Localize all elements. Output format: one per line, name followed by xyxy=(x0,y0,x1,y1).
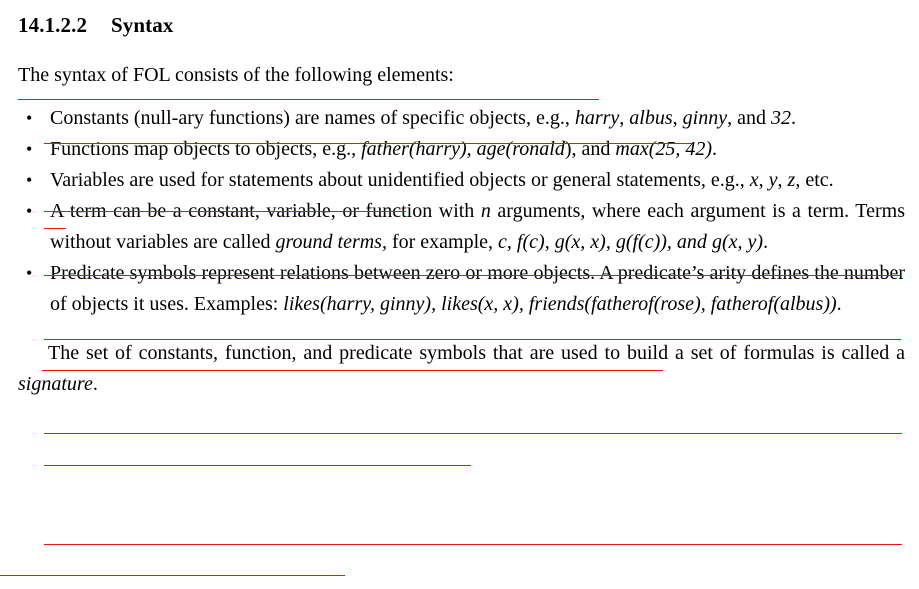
highlight-underline xyxy=(42,370,663,371)
list-item: • Variables are used for statements about unidentified objects or general statements, e.g., x, y, z, etc. xyxy=(24,165,905,196)
closing-paragraph: The set of constants, function, and predicate symbols that are used to build a set of formulas is called a signature. xyxy=(18,342,905,395)
section-number: 14.1.2.2 xyxy=(18,13,88,37)
highlight-underline xyxy=(44,211,406,212)
highlight-underline xyxy=(44,433,902,434)
list-item: • Constants (null-ary functions) are names of specific objects, e.g., harry, albus, ginny, and 32. xyxy=(24,103,905,134)
highlight-underline xyxy=(0,575,345,576)
highlight-underline xyxy=(44,339,901,340)
highlight-underline xyxy=(44,228,66,229)
highlight-underline xyxy=(44,544,902,545)
list-item: • Predicate symbols represent relations between zero or more objects. A predicate’s arity defines the number of objects it uses. Examples: likes(harry, ginny), likes(x, x), friends(fatherof(rose), fatherof(albus)). xyxy=(24,258,905,320)
highlight-underline xyxy=(44,275,901,276)
section-title: Syntax xyxy=(111,13,174,37)
highlight-underline xyxy=(44,143,692,144)
highlight-underline xyxy=(44,465,471,466)
page-title xyxy=(18,11,905,39)
list-item: • Functions map objects to objects, e.g., father(harry), age(ronald), and max(25, 42). xyxy=(24,134,905,165)
highlight-underline xyxy=(18,99,599,100)
intro-paragraph: The syntax of FOL consists of the following elements: xyxy=(18,64,454,86)
list-item: • A term can be a constant, variable, or function with n arguments, where each argument is a term. Terms without variables are called ground terms, for example, c, f(c), g(x, x), g(f(c)), and g(x, y). xyxy=(24,196,905,258)
